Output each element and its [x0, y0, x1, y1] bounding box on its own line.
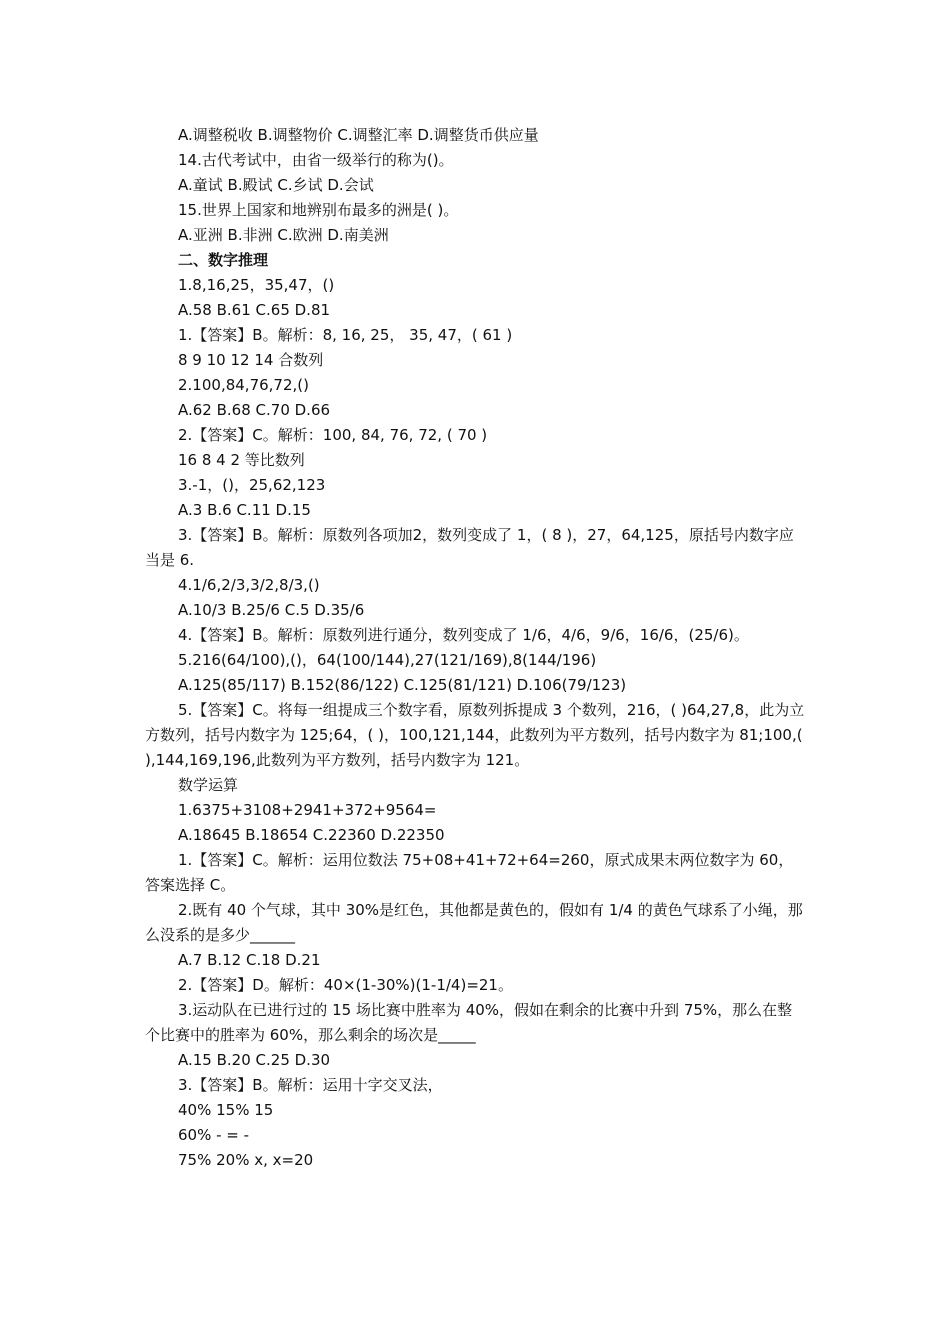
reasoning-question-3: 3.-1，()，25,62,123: [178, 476, 326, 494]
math-answer-2: 2.【答案】D。解析：40×(1-30%)(1-1/4)=21。: [178, 976, 513, 994]
reasoning-question-3-options: A.3 B.6 C.11 D.15: [178, 501, 311, 519]
reasoning-answer-3: 3.【答案】B。解析：原数列各项加2，数列变成了 1，( 8 )，27，64,125，原括号内数字应当是 6.: [145, 526, 794, 569]
question-13-options: A.调整税收 B.调整物价 C.调整汇率 D.调整货币供应量: [178, 126, 539, 144]
reasoning-answer-2: 2.【答案】C。解析：100, 84, 76, 72, ( 70 ): [178, 426, 488, 444]
reasoning-question-5-options: A.125(85/117) B.152(86/122) C.125(81/121) D.106(79/123): [178, 676, 627, 694]
section-heading-math: 数学运算: [178, 776, 239, 794]
math-answer-3-row-2: 60% - = -: [178, 1126, 250, 1144]
reasoning-question-4: 4.1/6,2/3,3/2,8/3,(): [178, 576, 320, 594]
reasoning-question-1-options: A.58 B.61 C.65 D.81: [178, 301, 331, 319]
reasoning-question-2: 2.100,84,76,72,(): [178, 376, 309, 394]
reasoning-question-2-options: A.62 B.68 C.70 D.66: [178, 401, 331, 419]
document-body: [145, 123, 805, 1173]
reasoning-question-1: 1.8,16,25，35,47，(): [178, 276, 335, 294]
math-question-2: 2.既有 40 个气球，其中 30%是红色，其他都是黄色的，假如有 1/4 的黄色气球系了小绳，那么没系的是多少______: [145, 901, 803, 944]
reasoning-answer-1-detail: 8 9 10 12 14 合数列: [178, 351, 324, 369]
math-answer-3: 3.【答案】B。解析：运用十字交叉法，: [178, 1076, 443, 1094]
question-15-options: A.亚洲 B.非洲 C.欧洲 D.南美洲: [178, 226, 389, 244]
math-answer-1: 1.【答案】C。解析：运用位数法 75+08+41+72+64=260，原式成果末两位数字为 60，答案选择 C。: [145, 851, 794, 894]
reasoning-question-5: 5.216(64/100),()，64(100/144),27(121/169),8(144/196): [178, 651, 597, 669]
reasoning-question-4-options: A.10/3 B.25/6 C.5 D.35/6: [178, 601, 365, 619]
math-question-3: 3.运动队在已进行过的 15 场比赛中胜率为 40%，假如在剩余的比赛中升到 75%，那么在整个比赛中的胜率为 60%，那么剩余的场次是_____: [145, 1001, 793, 1044]
math-answer-3-row-1: 40% 15% 15: [178, 1101, 274, 1119]
reasoning-answer-1: 1.【答案】B。解析：8, 16, 25， 35, 47，( 61 ): [178, 326, 513, 344]
math-question-1: 1.6375+3108+2941+372+9564=: [178, 801, 437, 819]
math-answer-3-row-3: 75% 20% x, x=20: [178, 1151, 314, 1169]
reasoning-answer-5: 5.【答案】C。将每一组提成三个数字看，原数列拆提成 3 个数列，216，( )64,27,8，此为立方数列，括号内数字为 125;64，( )，100,121,144，此数列为平方数列，括号内数字为 81;100,( ),144,169,196,此数列为平方数列，括号内数字为 121。: [145, 701, 805, 769]
question-15: 15.世界上国家和地辨别布最多的洲是( )。: [178, 201, 459, 219]
section-heading-number-reasoning: 二、数字推理: [178, 251, 269, 269]
question-14: 14.古代考试中，由省一级举行的称为()。: [178, 151, 454, 169]
reasoning-answer-2-detail: 16 8 4 2 等比数列: [178, 451, 305, 469]
math-question-1-options: A.18645 B.18654 C.22360 D.22350: [178, 826, 445, 844]
reasoning-answer-4: 4.【答案】B。解析：原数列进行通分，数列变成了 1/6，4/6，9/6，16/6，(25/6)。: [178, 626, 749, 644]
math-question-2-options: A.7 B.12 C.18 D.21: [178, 951, 321, 969]
question-14-options: A.童试 B.殿试 C.乡试 D.会试: [178, 176, 374, 194]
math-question-3-options: A.15 B.20 C.25 D.30: [178, 1051, 331, 1069]
